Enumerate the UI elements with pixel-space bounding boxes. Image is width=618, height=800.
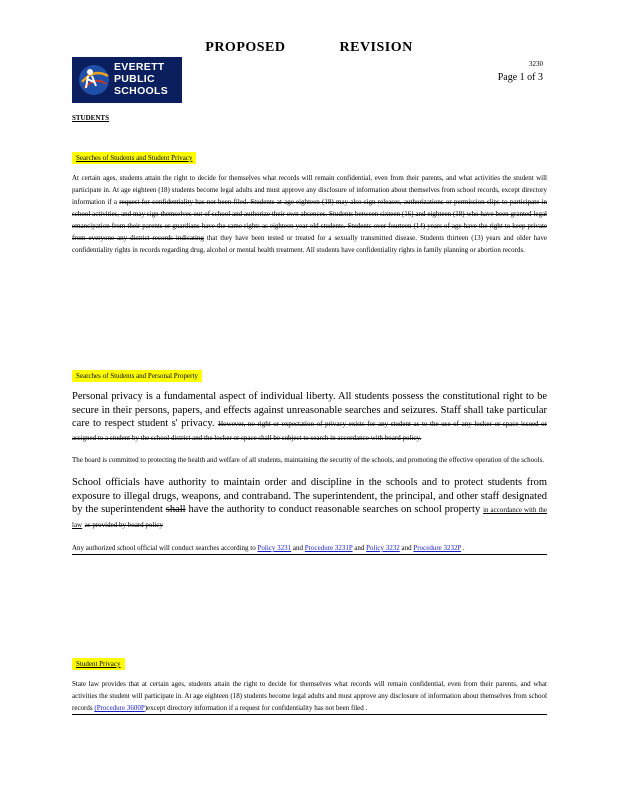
page-number: Page 1 of 3 <box>497 72 543 83</box>
text-run: Personal privacy is a fundamental aspect of individual liberty. All students possess the constitutional right to be secure in their persons, papers, and effects against unreasonable searches and seizures. Staff shall take particular care to respect student s' privacy. <box>72 391 547 429</box>
procedure-3600p-link[interactable]: (Procedure 3600P <box>94 704 145 712</box>
text-run: have the authority to conduct reasonable searches on school property <box>188 504 481 515</box>
section-heading: Student Privacy <box>72 658 125 670</box>
page-info <box>498 58 543 84</box>
text-run: that they have been tested or treated for a sexually transmitted disease. Students thirteen (13) years and older have confidentiality rights in records regarding drug, alcohol or mental health treatment. All students have confidentiality rights in family planning or abortion records. <box>72 234 548 254</box>
text-run: . <box>462 544 465 552</box>
deleted-text: However, no right or expectation of privacy exists for any student as to the use of any locker or space issued or assigned to a student by the school district and the locker or space shall be subject to search in accordance with board policy. <box>72 420 547 442</box>
paragraph: The board is committed to protecting the health and welfare of all students, maintaining the security of the schools, and promoting the effective operation of the schools. <box>72 456 545 464</box>
section-heading: Searches of Students and Student Privacy <box>72 152 196 164</box>
paragraph <box>72 390 547 444</box>
policy-number: 3230 <box>529 60 543 68</box>
logo-text: EVERETT PUBLIC SCHOOLS <box>114 61 169 97</box>
globe-icon <box>74 58 114 102</box>
deleted-text: shall <box>165 504 186 515</box>
text-run: and <box>292 544 304 552</box>
procedure-3231p-link[interactable]: Procedure 3231P <box>304 544 353 552</box>
category-text: STUDENTS <box>72 114 109 122</box>
policy-3231-link[interactable]: Policy 3231 <box>257 544 292 552</box>
deleted-text: as provided by board policy <box>84 520 163 529</box>
procedure-3232p-link[interactable]: Procedure 3232P <box>413 544 462 552</box>
text-run: and <box>401 544 412 552</box>
section-heading: Searches of Students and Personal Property <box>72 370 202 382</box>
text-run: and <box>354 544 365 552</box>
text-run: )except directory information if a request for confidentiality has not been filed . <box>144 704 368 712</box>
text-run: State law provides that at certain ages, students attain the right to decide for themselves what records will remain confidential, even from their parents, and what activities the student will participate in. At age eighteen (18) students become legal adults and must approve any disclosure of information about themselves from school records <box>72 680 547 712</box>
paragraph <box>72 542 547 555</box>
category-label <box>72 112 547 124</box>
policy-3232-link[interactable]: Policy 3232 <box>366 544 400 552</box>
text-run: School officials have authority to maintain order and discipline in the schools and to protect students from exposure to illegal drugs, weapons, and contraband. The superintendent, the principal, and other staff designated by the superintendent <box>72 477 547 515</box>
district-logo <box>72 57 182 103</box>
paragraph <box>72 172 547 256</box>
page-title: PROPOSED REVISION <box>205 40 413 55</box>
deleted-text: request for confidentiality has not been filed. Students at age eighteen (18) may also sign releases, authorizations or permission slips to participate in school activities, and may sign themselves out of school and authorize their own absences. Students between sixteen (16) and eighteen (18) who have been granted legal emancipation from their parents or guardians have the same rights as eighteen year old students. Students over fourteen (14) years of age have the right to keep private from everyone any district records indicating <box>72 198 548 242</box>
section-searches-property <box>72 370 547 555</box>
text-run: Any authorized school official will conduct searches according to <box>72 544 256 552</box>
section-searches-privacy <box>72 152 547 256</box>
section-student-privacy <box>72 658 547 715</box>
paragraph <box>72 476 547 532</box>
inserted-text: in accordance with the law <box>72 506 547 529</box>
paragraph <box>72 678 547 715</box>
text-run: At certain ages, students attain the right to decide for themselves what records will remain confidential, even from their parents, and what activities the student will participate in. At age eighteen (18) students become legal adults and must approve any disclosure of information about themselves from school records, except directory information if a <box>72 174 547 206</box>
